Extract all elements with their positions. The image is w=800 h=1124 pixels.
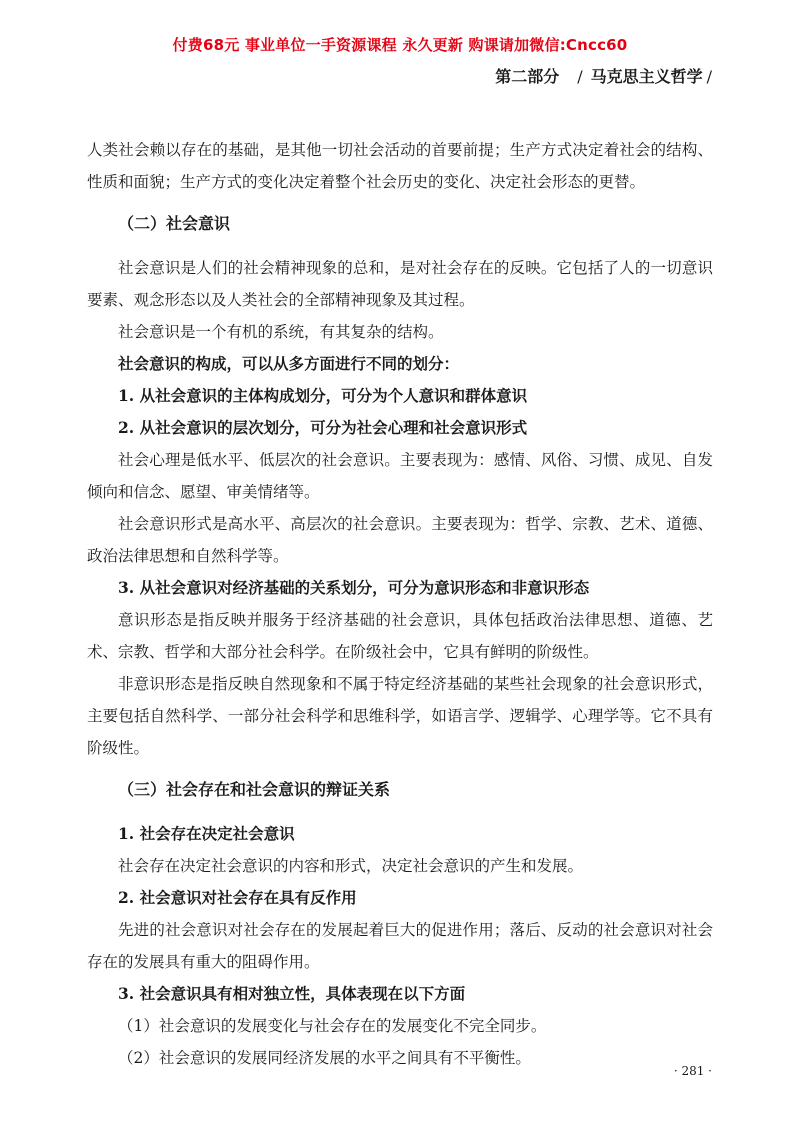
paragraph: 社会存在决定社会意识的内容和形式，决定社会意识的产生和发展。 bbox=[118, 857, 584, 875]
section-heading: （三）社会存在和社会意识的辩证关系 bbox=[118, 780, 391, 799]
numbered-heading: 2. 社会意识对社会存在具有反作用 bbox=[118, 888, 357, 907]
paragraph: 社会意识形式是高水平、高层次的社会意识。主要表现为：哲学、宗教、艺术、道德、政治法律思想和自然科学等。 bbox=[87, 515, 713, 565]
promo-banner: 付费68元 事业单位一手资源课程 永久更新 购课请加微信:Cncc60 bbox=[172, 36, 628, 54]
paragraph: 非意识形态是指反映自然现象和不属于特定经济基础的某些社会现象的社会意识形式，主要包括自然科学、一部分社会科学和思维科学，如语言学、逻辑学、心理学等。它不具有阶级性。 bbox=[87, 675, 713, 757]
numbered-heading: 3. 社会意识具有相对独立性，具体表现在以下方面 bbox=[118, 984, 466, 1003]
numbered-heading: 2. 从社会意识的层次划分，可分为社会心理和社会意识形式 bbox=[118, 418, 528, 437]
paragraph: 先进的社会意识对社会存在的发展起着巨大的促进作用；落后、反动的社会意识对社会存在的发展具有重大的阻碍作用。 bbox=[87, 921, 713, 971]
bold-line: 社会意识的构成，可以从多方面进行不同的划分： bbox=[118, 354, 460, 373]
list-item: （1）社会意识的发展变化与社会存在的发展变化不完全同步。 bbox=[118, 1017, 547, 1035]
header-part: 第二部分 bbox=[495, 67, 560, 86]
numbered-heading: 1. 社会存在决定社会意识 bbox=[118, 824, 295, 843]
paragraph: 社会心理是低水平、低层次的社会意识。主要表现为：感情、风俗、习惯、成见、自发倾向和信念、愿望、审美情绪等。 bbox=[87, 451, 713, 501]
body-text bbox=[87, 134, 713, 1074]
paragraph: 社会意识是人们的社会精神现象的总和，是对社会存在的反映。它包括了人的一切意识要素、观念形态以及人类社会的全部精神现象及其过程。 bbox=[87, 259, 713, 309]
numbered-heading: 3. 从社会意识对经济基础的关系划分，可分为意识形态和非意识形态 bbox=[118, 578, 590, 597]
running-header bbox=[495, 64, 712, 87]
header-separator-end: / bbox=[706, 67, 712, 86]
page-number: · 281 · bbox=[673, 1064, 712, 1078]
header-separator: / bbox=[577, 67, 583, 86]
list-item: （2）社会意识的发展同经济发展的水平之间具有不平衡性。 bbox=[118, 1049, 531, 1067]
paragraph: 社会意识是一个有机的系统，有其复杂的结构。 bbox=[118, 323, 444, 341]
numbered-heading: 1. 从社会意识的主体构成划分，可分为个人意识和群体意识 bbox=[118, 386, 528, 405]
paragraph: 人类社会赖以存在的基础，是其他一切社会活动的首要前提；生产方式决定着社会的结构、性质和面貌；生产方式的变化决定着整个社会历史的变化、决定社会形态的更替。 bbox=[87, 141, 713, 191]
section-heading: （二）社会意识 bbox=[118, 214, 231, 233]
header-title: 马克思主义哲学 bbox=[590, 67, 703, 86]
paragraph: 意识形态是指反映并服务于经济基础的社会意识，具体包括政治法律思想、道德、艺术、宗教、哲学和大部分社会科学。在阶级社会中，它具有鲜明的阶级性。 bbox=[87, 611, 713, 661]
